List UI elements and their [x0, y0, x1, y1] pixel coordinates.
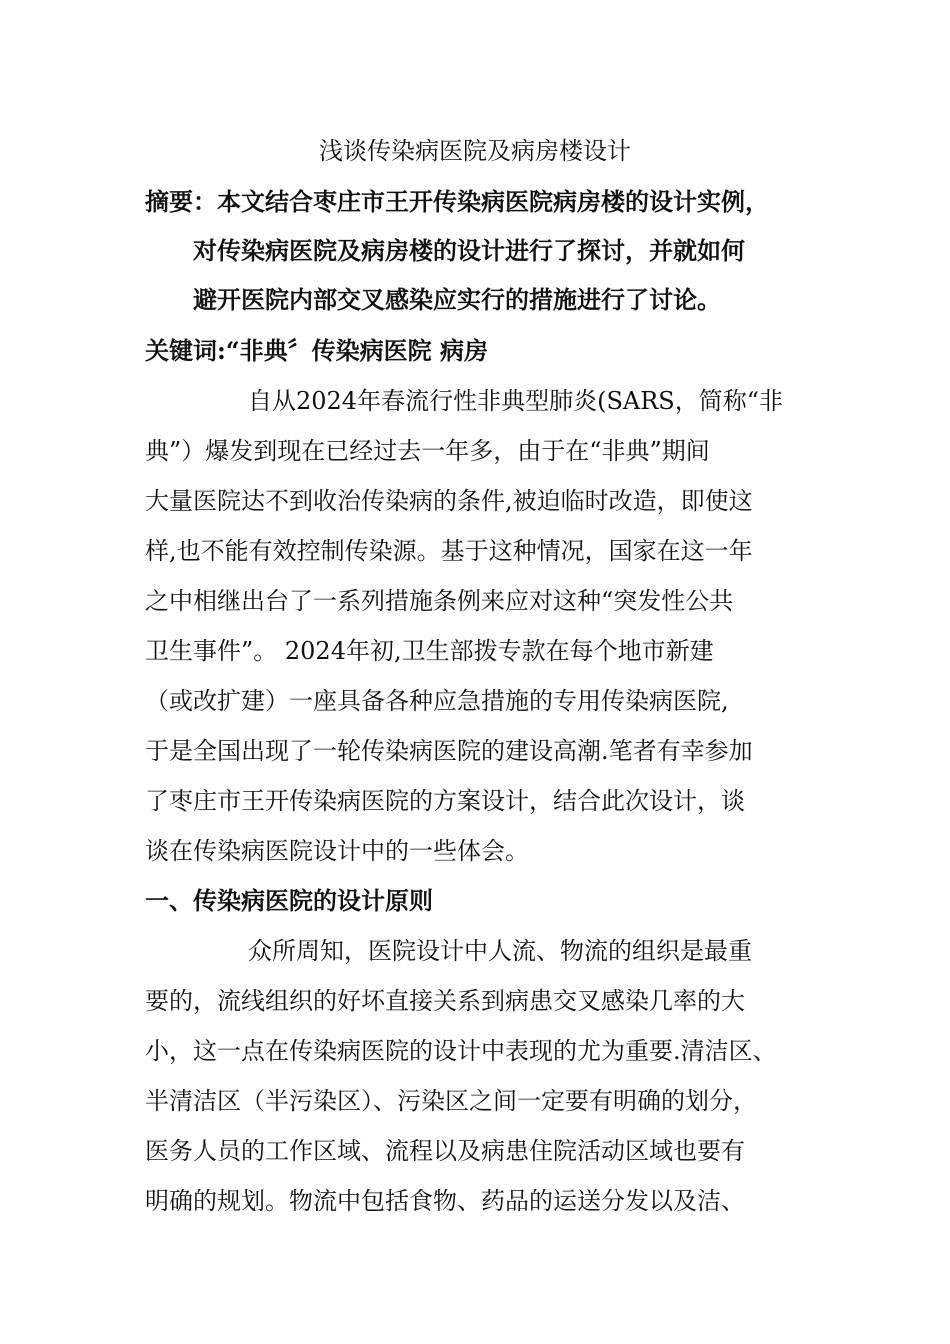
abstract-line-3: 避开医院内部交叉感染应实行的措施进行了讨论。: [193, 285, 721, 314]
intro-line-7: （或改扩建）一座具备各种应急措施的专用传染病医院,: [145, 687, 729, 715]
section-line-4: 半清洁区（半污染区）、污染区之间一定要有明确的划分，: [145, 1087, 757, 1115]
abstract-line-1: 摘要：本文结合枣庄市王开传染病医院病房楼的设计实例，: [145, 187, 769, 216]
intro-line-8: 于是全国出现了一轮传染病医院的建设高潮.笔者有幸参加: [145, 737, 753, 765]
section-line-5: 医务人员的工作区域、流程以及病患住院活动区域也要有: [145, 1137, 745, 1165]
intro-line-2: 典”）爆发到现在已经过去一年多，由于在“非典”期间: [145, 437, 710, 465]
intro-line-9: 了枣庄市王开传染病医院的方案设计，结合此次设计，谈: [145, 787, 745, 815]
section-line-3: 小，这一点在传染病医院的设计中表现的尤为重要.清洁区、: [145, 1037, 777, 1065]
section-heading: 一、传染病医院的设计原则: [145, 886, 433, 915]
intro-line-4: 样,也不能有效控制传染源。基于这种情况，国家在这一年: [145, 537, 753, 565]
keywords: 关键词:“非典〞传染病医院 病房: [145, 336, 489, 365]
section-line-1: 众所周知，医院设计中人流、物流的组织是最重: [248, 937, 752, 965]
intro-line-3: 大量医院达不到收治传染病的条件,被迫临时改造，即使这: [145, 487, 753, 515]
intro-line-1: 自从2024年春流行性非典型肺炎(SARS，简称“非: [248, 387, 783, 415]
abstract-line-2: 对传染病医院及病房楼的设计进行了探讨，并就如何: [193, 236, 745, 265]
section-line-2: 要的，流线组织的好坏直接关系到病患交叉感染几率的大: [145, 987, 745, 1015]
document-title: 浅谈传染病医院及病房楼设计: [319, 137, 631, 165]
intro-line-10: 谈在传染病医院设计中的一些体会。: [145, 837, 529, 865]
intro-line-5: 之中相继出台了一系列措施条例来应对这种“突发性公共: [145, 587, 734, 615]
section-line-6: 明确的规划。物流中包括食物、药品的运送分发以及洁、: [145, 1187, 745, 1215]
intro-line-6: 卫生事件”。 2024年初,卫生部拨专款在每个地市新建: [145, 637, 714, 665]
